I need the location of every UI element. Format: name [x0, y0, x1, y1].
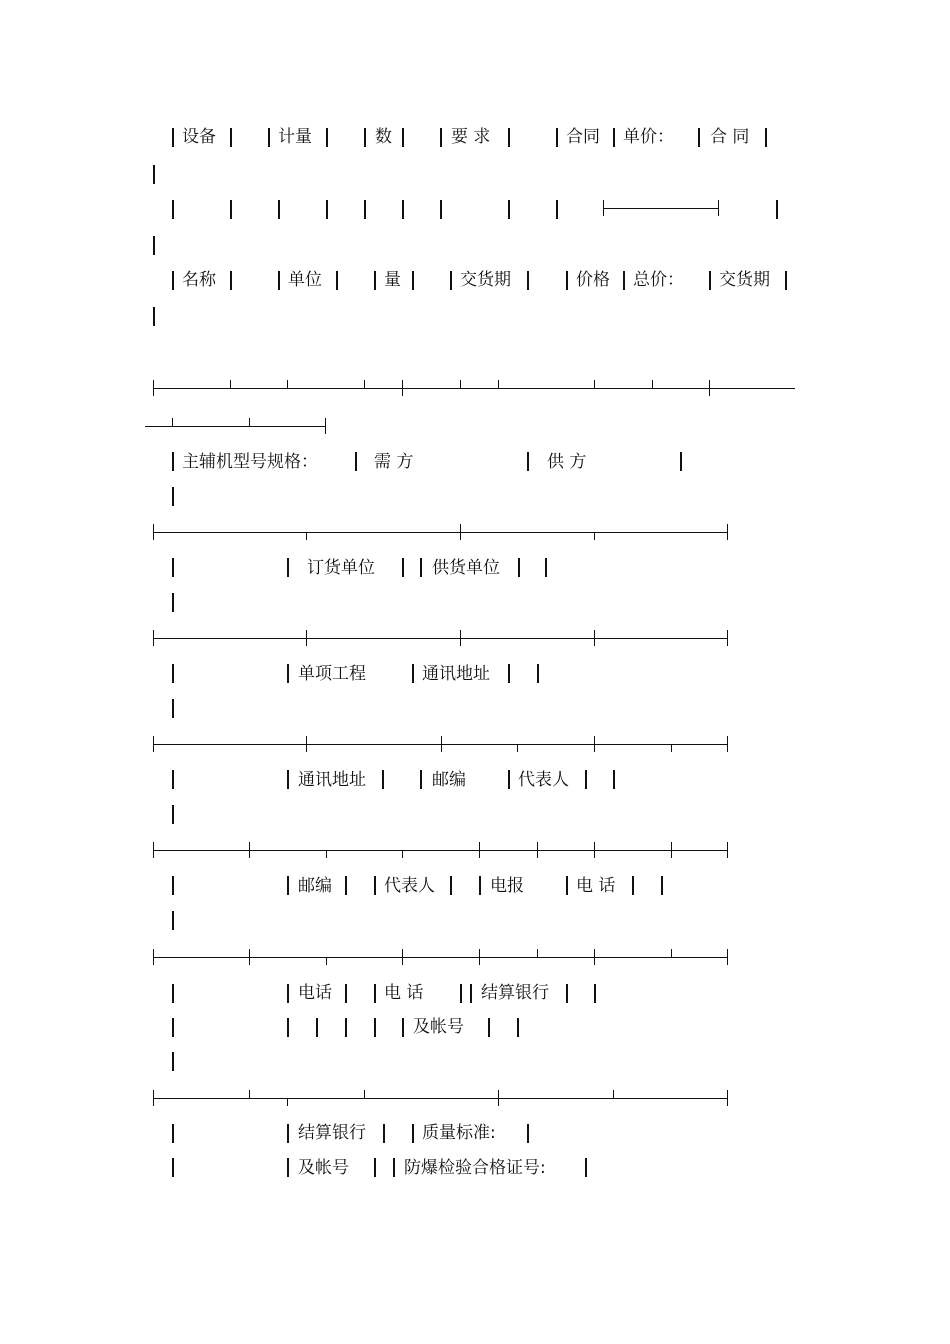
table-rule-tick — [594, 630, 595, 646]
representative-label-supplier: 代表人 — [518, 770, 569, 790]
table-border-bar — [709, 271, 711, 290]
table-border-bar — [527, 1124, 529, 1143]
table-border-bar — [172, 664, 174, 683]
table-rule-tick — [287, 1098, 288, 1106]
table-border-bar — [172, 593, 174, 612]
table-rule-tick — [479, 949, 480, 965]
table-border-bar — [518, 558, 520, 577]
table-border-bar — [172, 770, 174, 789]
table-border-bar — [402, 200, 404, 219]
table-rule-tick — [364, 380, 365, 388]
table-rule-tick — [594, 380, 595, 388]
table-border-bar — [172, 487, 174, 506]
table-border-bar — [172, 876, 174, 895]
table-rule-tick — [306, 630, 307, 646]
table-border-bar — [287, 558, 289, 577]
table-border-bar — [556, 128, 558, 147]
table-border-bar — [287, 1018, 289, 1037]
table-rule-tick — [402, 850, 403, 858]
table-rule-tick — [727, 630, 728, 646]
table-border-bar — [326, 200, 328, 219]
table-border-bar — [508, 200, 510, 219]
table-border-bar — [287, 664, 289, 683]
header-unit-price-label: 单价： — [623, 127, 674, 147]
supply-side-label: 供 方 — [547, 452, 587, 472]
header-name-label: 名称 — [182, 270, 216, 290]
table-border-bar — [479, 876, 481, 895]
table-border-bar — [172, 271, 174, 290]
table-rule-tick — [460, 630, 461, 646]
table-border-bar — [172, 200, 174, 219]
table-border-bar — [172, 558, 174, 577]
table-border-bar — [450, 876, 452, 895]
table-rule-line — [153, 532, 728, 533]
header-requirement-label: 要 求 — [451, 127, 491, 147]
postcode-label-supplier: 邮编 — [432, 770, 466, 790]
table-border-bar — [287, 876, 289, 895]
table-border-bar — [420, 558, 422, 577]
table-rule-tick — [727, 1090, 728, 1106]
table-border-bar — [382, 770, 384, 789]
postcode-label-demand: 邮编 — [298, 876, 332, 896]
single-project-label: 单项工程 — [298, 664, 366, 684]
table-rule-tick — [613, 1090, 614, 1098]
table-rule-line — [603, 208, 719, 209]
table-border-bar — [172, 911, 174, 930]
table-border-bar — [172, 984, 174, 1003]
table-border-bar — [680, 452, 682, 471]
table-border-bar — [230, 128, 232, 147]
table-border-bar — [440, 128, 442, 147]
table-border-bar — [470, 984, 472, 1003]
table-rule-tick — [249, 949, 250, 965]
header-unit2-label: 单位 — [288, 270, 322, 290]
supply-unit-label: 供货单位 — [432, 558, 500, 578]
table-rule-tick — [249, 1090, 250, 1098]
table-border-bar — [545, 558, 547, 577]
explosion-cert-label: 防爆检验合格证号: — [404, 1158, 546, 1178]
table-rule-tick — [671, 949, 672, 957]
header-delivery-period-label: 交货期 — [460, 270, 511, 290]
table-rule-tick — [153, 736, 154, 752]
table-border-bar — [765, 128, 767, 147]
table-border-bar — [364, 200, 366, 219]
table-rule-tick — [594, 842, 595, 858]
header-delivery2-label: 交货期 — [719, 270, 770, 290]
table-rule-tick — [172, 418, 173, 426]
table-border-bar — [508, 664, 510, 683]
order-unit-label: 订货单位 — [307, 558, 375, 578]
table-border-bar — [517, 1018, 519, 1037]
table-border-bar — [172, 1052, 174, 1071]
table-border-bar — [172, 1018, 174, 1037]
table-border-bar — [613, 770, 615, 789]
main-model-label: 主辅机型号规格： — [182, 452, 318, 472]
table-border-bar — [345, 876, 347, 895]
table-border-bar — [374, 1018, 376, 1037]
table-border-bar — [420, 770, 422, 789]
table-rule-tick — [498, 1090, 499, 1106]
table-rule-tick — [402, 949, 403, 965]
table-rule-tick — [671, 744, 672, 752]
table-border-bar — [268, 128, 270, 147]
table-border-bar — [374, 876, 376, 895]
account-label-demand: 及帐号 — [298, 1158, 349, 1178]
table-border-bar — [488, 1018, 490, 1037]
phone-label-supplier: 电 话 — [576, 876, 616, 896]
table-border-bar — [278, 200, 280, 219]
header-unit-label: 计量 — [278, 127, 312, 147]
table-border-bar — [230, 200, 232, 219]
table-border-bar — [776, 200, 778, 219]
table-rule-tick — [603, 200, 604, 216]
table-border-bar — [345, 984, 347, 1003]
table-rule-tick — [326, 850, 327, 858]
table-border-bar — [374, 984, 376, 1003]
table-rule-tick — [727, 949, 728, 965]
table-rule-tick — [671, 842, 672, 858]
table-border-bar — [412, 271, 414, 290]
table-border-bar — [393, 1158, 395, 1177]
table-rule-line — [145, 426, 326, 427]
table-border-bar — [355, 452, 357, 471]
address-label-supplier: 通讯地址 — [422, 664, 490, 684]
table-border-bar — [153, 165, 155, 184]
table-border-bar — [172, 452, 174, 471]
phone-label-demand-2: 电 话 — [384, 983, 424, 1003]
table-border-bar — [364, 128, 366, 147]
table-border-bar — [585, 1158, 587, 1177]
table-border-bar — [460, 984, 462, 1003]
table-border-bar — [527, 271, 529, 290]
table-border-bar — [556, 200, 558, 219]
table-border-bar — [537, 664, 539, 683]
table-border-bar — [698, 128, 700, 147]
table-rule-tick — [479, 842, 480, 858]
header-contract-label: 合同 — [566, 127, 600, 147]
table-border-bar — [153, 307, 155, 326]
demand-side-label: 需 方 — [374, 452, 414, 472]
table-border-bar — [585, 770, 587, 789]
table-border-bar — [402, 128, 404, 147]
table-rule-tick — [402, 380, 403, 396]
table-border-bar — [383, 1124, 385, 1143]
representative-label-demand: 代表人 — [384, 876, 435, 896]
table-rule-tick — [594, 532, 595, 540]
table-rule-tick — [537, 842, 538, 858]
table-border-bar — [566, 984, 568, 1003]
table-border-bar — [336, 271, 338, 290]
header-contract-delivery-label: 合 同 — [710, 127, 750, 147]
header-quantity2-label: 量 — [384, 270, 401, 290]
table-border-bar — [153, 236, 155, 255]
table-rule-tick — [153, 1090, 154, 1106]
bank-label-supplier: 结算银行 — [481, 983, 549, 1003]
table-border-bar — [594, 984, 596, 1003]
table-border-bar — [785, 271, 787, 290]
table-border-bar — [326, 128, 328, 147]
table-border-bar — [632, 876, 634, 895]
table-rule-tick — [306, 736, 307, 752]
table-border-bar — [374, 1158, 376, 1177]
table-rule-tick — [517, 744, 518, 752]
table-border-bar — [450, 271, 452, 290]
table-border-bar — [172, 1158, 174, 1177]
table-rule-tick — [287, 380, 288, 388]
table-rule-tick — [727, 842, 728, 858]
table-rule-tick — [441, 736, 442, 752]
table-border-bar — [172, 805, 174, 824]
table-rule-tick — [594, 736, 595, 752]
account-label-supplier: 及帐号 — [413, 1017, 464, 1037]
table-border-bar — [440, 200, 442, 219]
table-rule-line — [153, 957, 728, 958]
table-rule-line — [153, 850, 728, 851]
table-border-bar — [402, 558, 404, 577]
table-border-bar — [345, 1018, 347, 1037]
table-border-bar — [172, 128, 174, 147]
address-label-demand: 通讯地址 — [298, 770, 366, 790]
header-total-price-label: 总价： — [633, 270, 684, 290]
table-border-bar — [172, 1124, 174, 1143]
table-rule-line — [153, 638, 728, 639]
table-border-bar — [287, 1158, 289, 1177]
table-border-bar — [508, 128, 510, 147]
table-rule-line — [153, 388, 795, 389]
table-rule-tick — [460, 380, 461, 388]
table-rule-tick — [153, 380, 154, 396]
table-border-bar — [623, 271, 625, 290]
table-border-bar — [287, 770, 289, 789]
table-rule-tick — [718, 200, 719, 216]
table-rule-tick — [537, 949, 538, 957]
table-border-bar — [278, 271, 280, 290]
table-rule-tick — [460, 524, 461, 540]
table-border-bar — [230, 271, 232, 290]
table-border-bar — [316, 1018, 318, 1037]
table-border-bar — [287, 984, 289, 1003]
table-rule-tick — [325, 418, 326, 434]
table-border-bar — [374, 271, 376, 290]
table-rule-tick — [709, 380, 710, 396]
table-border-bar — [527, 452, 529, 471]
quality-standard-label: 质量标准: — [422, 1123, 496, 1143]
table-border-bar — [661, 876, 663, 895]
bank-label-demand: 结算银行 — [298, 1123, 366, 1143]
table-rule-tick — [306, 532, 307, 540]
table-rule-tick — [652, 380, 653, 388]
table-rule-line — [153, 1098, 728, 1099]
header-equipment-label: 设备 — [182, 127, 216, 147]
table-border-bar — [412, 1124, 414, 1143]
table-rule-tick — [727, 736, 728, 752]
table-border-bar — [402, 1018, 404, 1037]
table-rule-tick — [249, 842, 250, 858]
table-border-bar — [566, 876, 568, 895]
phone-label-demand: 电话 — [298, 983, 332, 1003]
table-rule-tick — [153, 949, 154, 965]
table-rule-tick — [230, 380, 231, 388]
table-rule-tick — [364, 1090, 365, 1098]
table-border-bar — [287, 1124, 289, 1143]
header-price-label: 价格 — [576, 270, 610, 290]
table-border-bar — [412, 664, 414, 683]
table-rule-tick — [498, 380, 499, 388]
table-rule-tick — [249, 418, 250, 426]
table-rule-tick — [727, 524, 728, 540]
table-rule-tick — [153, 630, 154, 646]
table-rule-tick — [153, 842, 154, 858]
table-rule-tick — [594, 949, 595, 965]
table-border-bar — [613, 128, 615, 147]
table-rule-tick — [153, 524, 154, 540]
table-border-bar — [508, 770, 510, 789]
table-rule-tick — [326, 957, 327, 965]
header-quantity-label: 数 — [375, 127, 392, 147]
table-border-bar — [172, 699, 174, 718]
table-border-bar — [566, 271, 568, 290]
telegraph-label: 电报 — [490, 876, 524, 896]
